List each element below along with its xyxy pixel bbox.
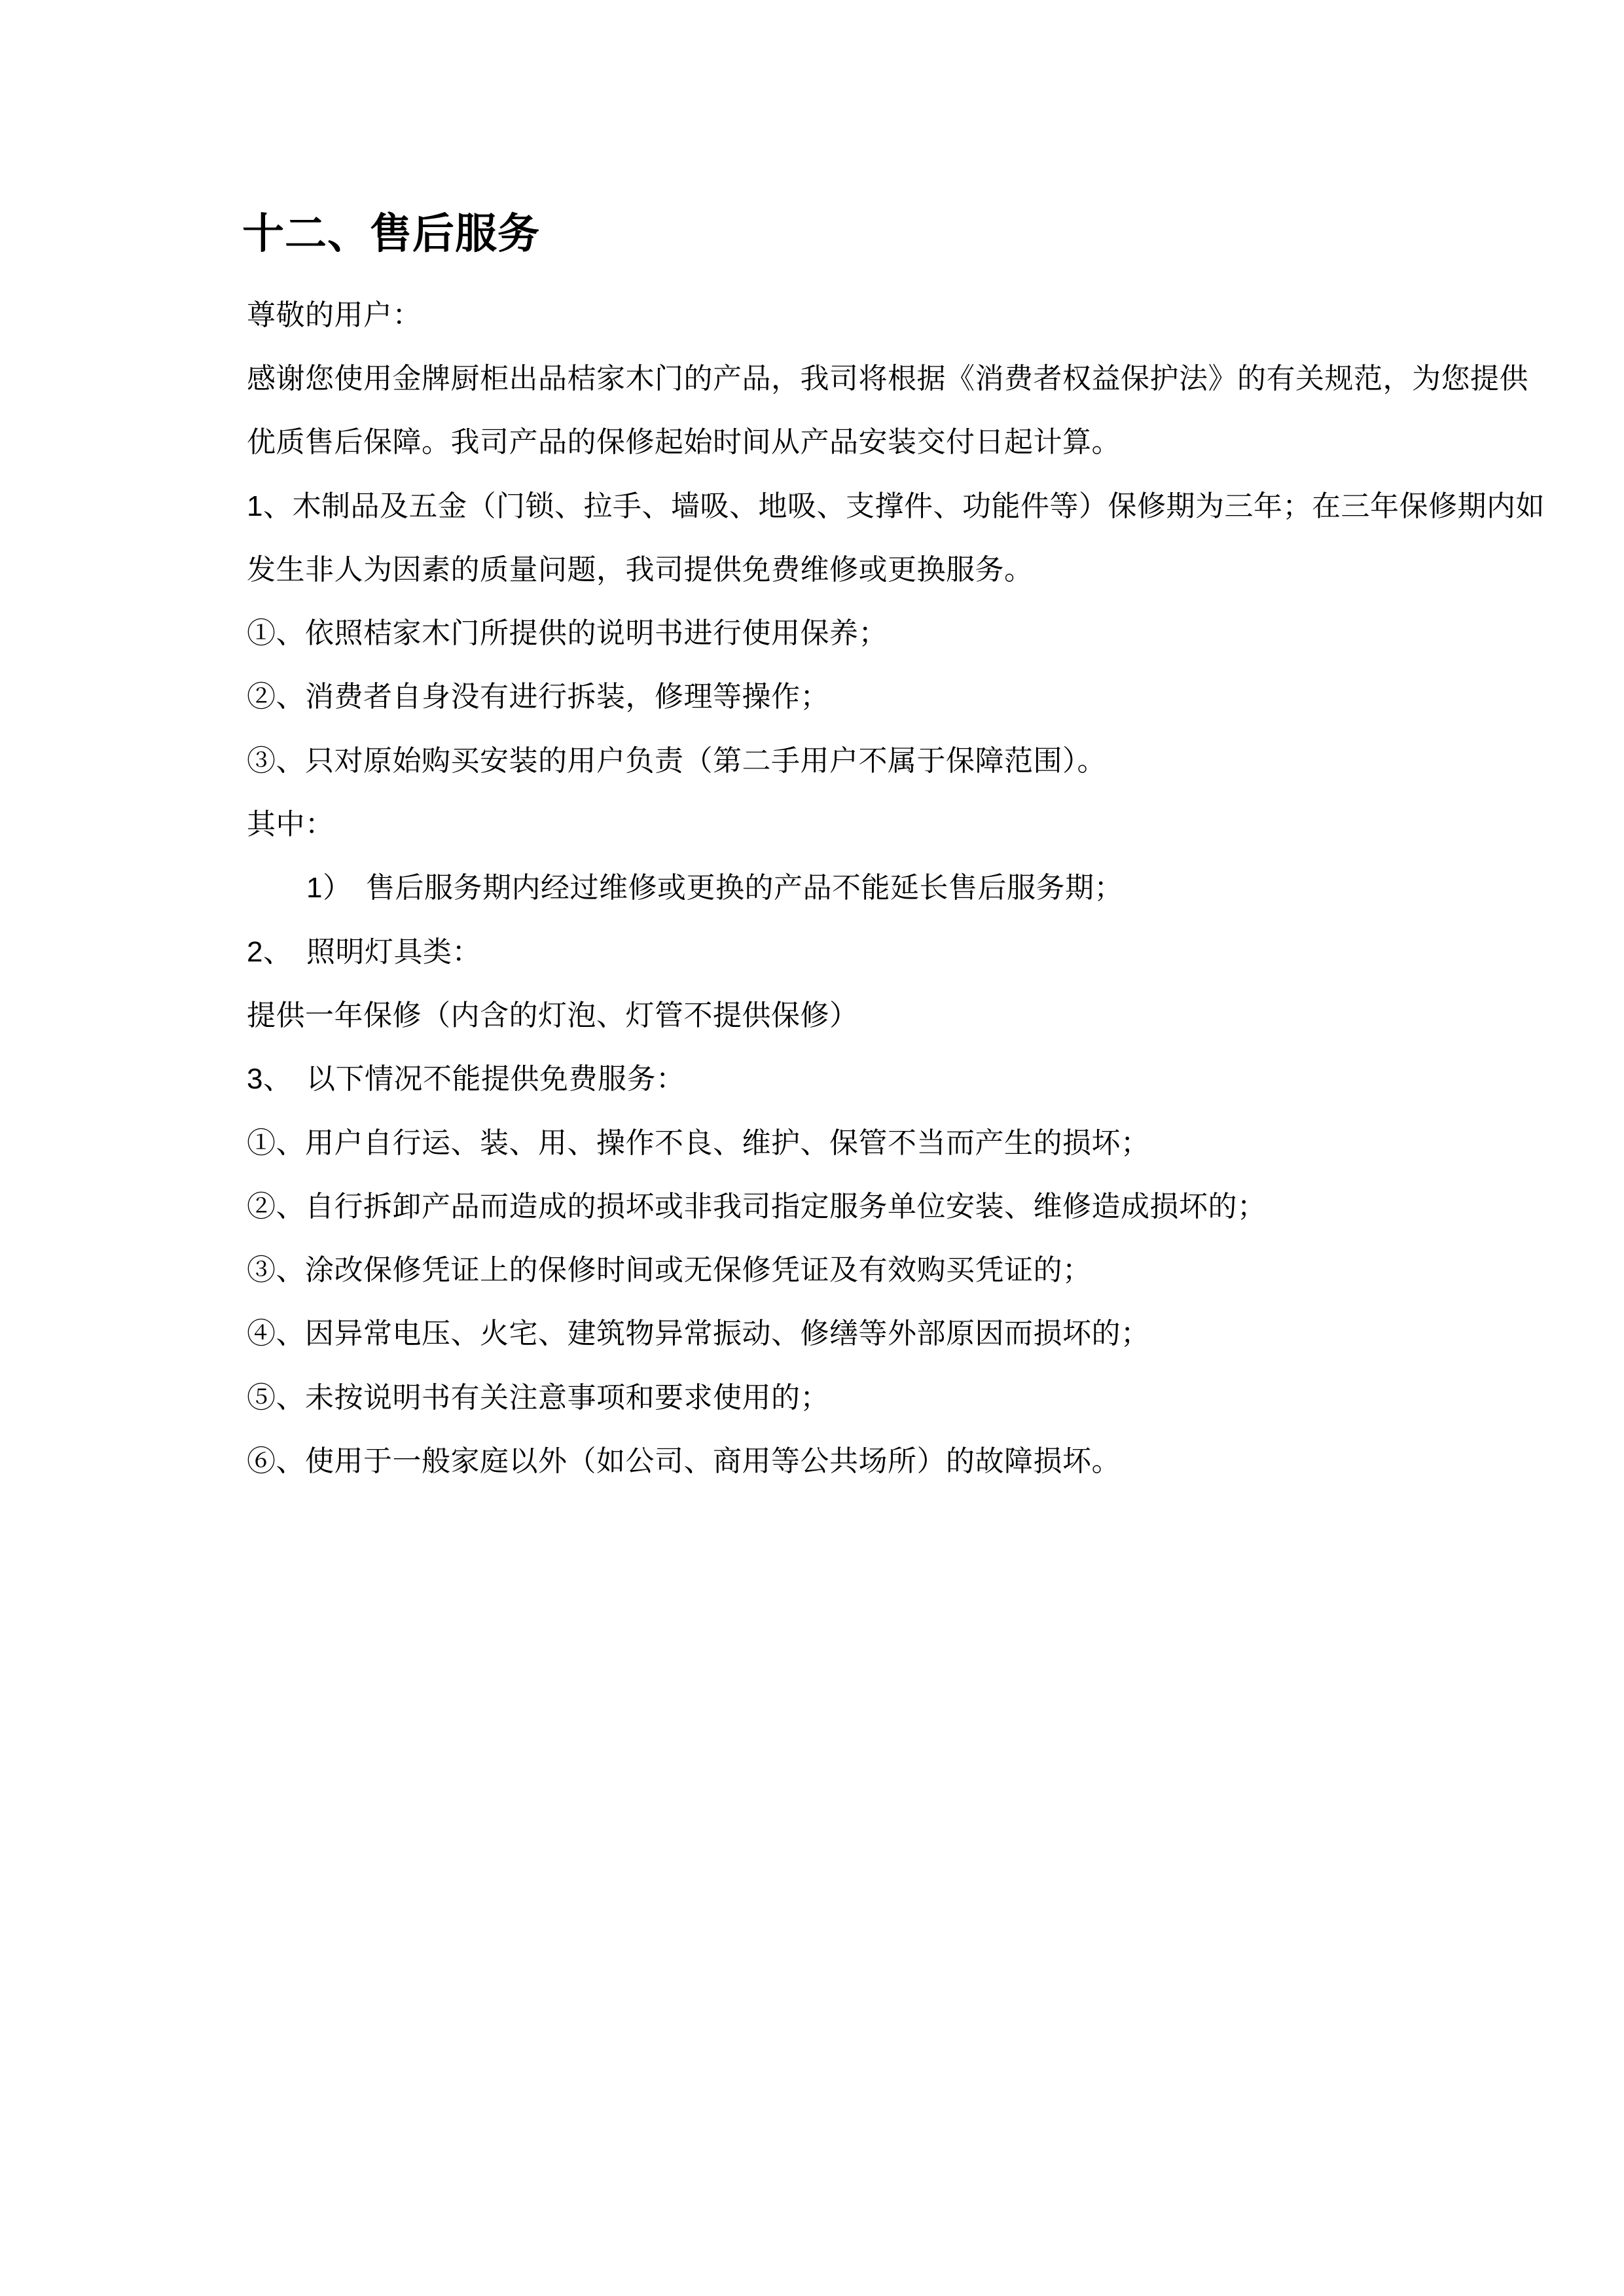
line-text: 照明灯具类： <box>306 935 481 968</box>
list-marker: 1） <box>306 872 352 905</box>
line-text: 以下情况不能提供免费服务： <box>306 1063 685 1096</box>
line-text: 售后服务期内经过维修或更换的产品不能延长售后服务期； <box>366 872 1123 905</box>
text-line <box>247 1175 1549 1238</box>
line-text: ⑤、未按说明书有关注意事项和要求使用的； <box>247 1381 829 1414</box>
text-line <box>247 601 1549 665</box>
line-text: ①、用户自行运、装、用、操作不良、维护、保管不当而产生的损坏； <box>247 1126 1150 1159</box>
text-line <box>247 1302 1549 1366</box>
line-text: 提供一年保修（内含的灯泡、灯管不提供保修） <box>247 999 859 1031</box>
line-text: 优质售后保障。我司产品的保修起始时间从产品安装交付日起计算。 <box>247 426 1121 459</box>
line-text: 发生非人为因素的质量问题，我司提供免费维修或更换服务。 <box>247 553 1034 586</box>
line-text: 感谢您使用金牌厨柜出品桔家木门的产品，我司将根据《消费者权益保护法》的有关规范，为您提供 <box>247 362 1528 395</box>
text-line <box>247 1111 1549 1175</box>
section-heading: 十二、售后服务 <box>242 210 540 257</box>
text-line <box>247 347 1549 410</box>
line-text: ⑥、使用于一般家庭以外（如公司、商用等公共场所）的故障损坏。 <box>247 1444 1121 1477</box>
text-line <box>247 729 1549 793</box>
text-line <box>247 1429 1549 1493</box>
text-line <box>247 666 1549 729</box>
text-line <box>247 538 1549 601</box>
line-text: ①、依照桔家木门所提供的说明书进行使用保养； <box>247 617 888 650</box>
line-text: ②、自行拆卸产品而造成的损坏或非我司指定服务单位安装、维修造成损坏的； <box>247 1190 1267 1223</box>
text-line <box>247 411 1549 475</box>
list-marker: 2、 <box>247 935 293 968</box>
text-line <box>247 857 1549 920</box>
line-text: 尊敬的用户： <box>247 298 422 331</box>
line-text: ④、因异常电压、火宅、建筑物异常振动、修缮等外部原因而损坏的； <box>247 1318 1150 1350</box>
line-text: ②、消费者自身没有进行拆装，修理等操作； <box>247 681 829 713</box>
text-line <box>247 1048 1549 1111</box>
text-line <box>247 1238 1549 1302</box>
line-text: 其中： <box>247 808 334 841</box>
text-line <box>247 1366 1549 1429</box>
line-text: 1、木制品及五金（门锁、拉手、墙吸、地吸、支撑件、功能件等）保修期为三年；在三年保修期内如 <box>247 490 1545 522</box>
text-line <box>247 984 1549 1047</box>
document-body <box>247 283 1549 1494</box>
text-line <box>247 283 1549 347</box>
list-marker: 3、 <box>247 1063 293 1096</box>
text-line <box>247 793 1549 856</box>
line-text: ③、只对原始购买安装的用户负责（第二手用户不属于保障范围）。 <box>247 744 1106 777</box>
line-text: ③、涂改保修凭证上的保修时间或无保修凭证及有效购买凭证的； <box>247 1254 1092 1287</box>
text-line <box>247 475 1549 538</box>
text-line <box>247 920 1549 984</box>
